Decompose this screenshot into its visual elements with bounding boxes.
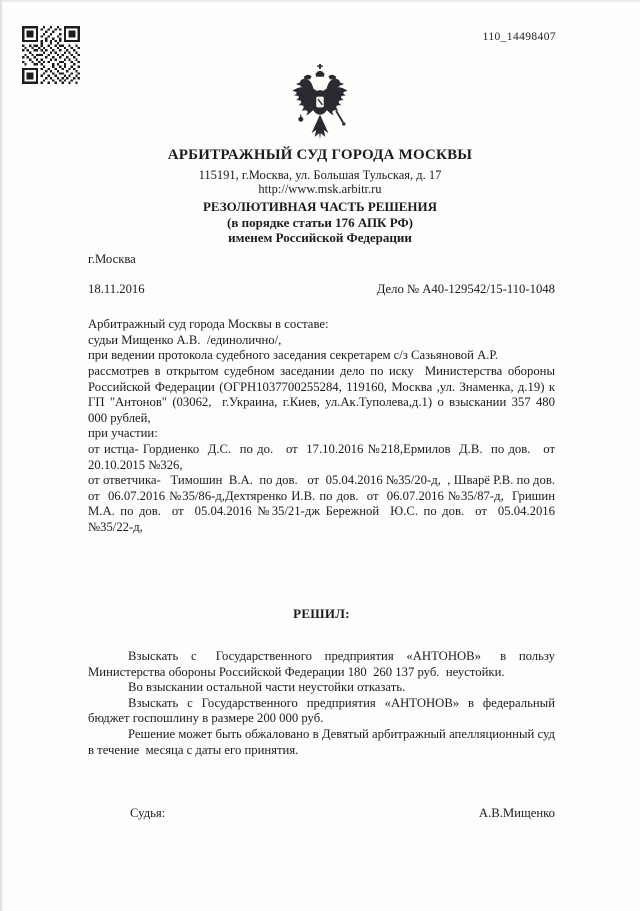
decision-date: 18.11.2016 [88, 281, 145, 296]
intro-line: судьи Мищенко А.В. /единолично/, [88, 332, 282, 347]
resolution-paragraph: Решение может быть обжаловано в Девятый арбитражный апелляционный суд в течение месяца с даты его принятия. [88, 727, 559, 757]
resolution-paragraph: Взыскать с Государственного предприятия «АНТОНОВ» в пользу Министерства обороны Российской Федерации 180 260 137 руб. неустойки. [88, 649, 559, 679]
scan-edge [0, 0, 3, 911]
russia-coat-of-arms-icon [281, 64, 359, 150]
intro-line: от ответчика- Тимошин В.А. по дов. от 05.04.2016 №35/20-д, , Шварё Р.В. по дов. от 06.07.2016 №35/86-д,Дехтяренко И.В. по дов. от 06.07.2016 №35/87-д, Гришин М.А. по дов. от 05.04.2016 №35/21-дж Бережной Ю.С. по дов. от 05.04.2016 №35/22-д, [88, 473, 559, 534]
case-number: Дело № А40-129542/15-110-1048 [376, 281, 555, 296]
intro-line: при участии: [88, 426, 158, 441]
document-authority-title: именем Российской Федерации [228, 229, 412, 245]
intro-line: Арбитражный суд города Москвы в составе: [88, 317, 329, 332]
document-number: 110_14498407 [482, 31, 556, 43]
resolution-paragraph: Во взыскании остальной части неустойки отказать. [128, 680, 406, 695]
document-basis-title: (в порядке статьи 176 АПК РФ) [227, 214, 413, 230]
court-website: http://www.msk.arbitr.ru [258, 182, 382, 197]
intro-line: от истца- Гордиенко Д.С. по до. от 17.10.2016 №218,Ермилов Д.В. по дов. от 20.10.2015 №326, [88, 441, 559, 472]
document-type-title: РЕЗОЛЮТИВНАЯ ЧАСТЬ РЕШЕНИЯ [202, 199, 438, 215]
court-name: АРБИТРАЖНЫЙ СУД ГОРОДА МОСКВЫ [167, 147, 473, 163]
judge-name: А.В.Мищенко [478, 806, 555, 821]
city-label: г.Москва [88, 252, 136, 266]
resolution-paragraph: Взыскать с Государственного предприятия «АНТОНОВ» в федеральный бюджет госпошлину в размере 200 000 руб. [88, 695, 559, 726]
date-case-row [88, 282, 555, 298]
scan-edge [0, 0, 640, 3]
resolution-heading: РЕШИЛ: [293, 605, 350, 621]
letterhead [40, 147, 600, 245]
qr-code-icon [22, 26, 80, 84]
intro-line: при ведении протокола судебного заседания секретарем с/з Сазьяновой А.Р. [88, 348, 499, 363]
resolution-body [88, 649, 559, 758]
intro-line: рассмотрев в открытом судебном заседании дело по иску Министерства обороны Российской Федерации (ОГРН1037700255284, 119160, Москва ,ул. Знаменка, д.19) к ГП "Антонов" (03062, г.Украина, г.Киев, ул.Ак.Туполева,д.1) о взыскании 357 480 000 рублей, [88, 363, 559, 425]
court-address: 115191, г.Москва, ул. Большая Тульская, д. 17 [198, 167, 442, 182]
judge-label: Судья: [130, 806, 166, 821]
document-body [88, 252, 559, 822]
signature-row [88, 806, 555, 822]
case-intro [88, 317, 559, 535]
